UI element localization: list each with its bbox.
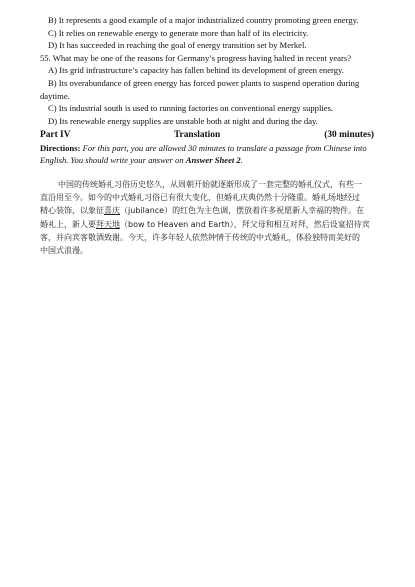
answer-sheet-ref: Answer Sheet 2 bbox=[185, 155, 241, 166]
passage-line bbox=[40, 204, 374, 217]
passage-line: 中国的传统婚礼习俗历史悠久，从周朝开始就逐渐形成了一套完整的婚礼仪式，有些一 bbox=[58, 180, 362, 189]
underlined-term: 喜庆 bbox=[104, 206, 120, 216]
passage-line bbox=[40, 218, 374, 231]
part-label: Part IV bbox=[40, 130, 71, 140]
passage-text: （jubilance）的红色为主色调，摆放着许多祝愿新人幸福的物件。在 bbox=[120, 206, 365, 216]
section-title: Translation bbox=[174, 130, 221, 140]
time-limit: (30 minutes) bbox=[324, 130, 374, 140]
question-line: B) Its overabundance of green energy has forced power plants to suspend operation during bbox=[48, 77, 360, 88]
question-line: D) Its renewable energy supplies are unstable both at night and during the day. bbox=[48, 115, 318, 126]
question-line: B) It represents a good example of a major industrialized country promoting green energy. bbox=[48, 15, 359, 25]
underlined-term: 拜天地 bbox=[96, 219, 120, 229]
question-line: C) It relies on renewable energy to generate more than half of its electricity. bbox=[48, 27, 309, 38]
directions-end: . bbox=[240, 155, 243, 166]
directions-body: For this part, you are allowed 30 minutes to translate a passage from Chinese into English. You should write your answer on bbox=[40, 143, 367, 166]
passage-line: 中国式浪漫。 bbox=[40, 246, 88, 256]
translation-passage bbox=[40, 178, 374, 257]
question-line: 55. What may be one of the reasons for Germany’s progress having halted in recent years? bbox=[40, 52, 352, 63]
directions bbox=[40, 142, 374, 167]
reading-questions bbox=[40, 14, 374, 127]
passage-line: 直沿用至今。如今的中式婚礼习俗已有很大变化，但婚礼庆典仍然十分隆重。婚礼场地经过 bbox=[40, 193, 360, 203]
directions-lead: Directions: bbox=[40, 143, 81, 153]
passage-text: 婚礼上，新人要 bbox=[40, 219, 96, 229]
passage-text: 精心装饰，以象征 bbox=[40, 206, 104, 216]
question-line: D) It has succeeded in reaching the goal of energy transition set by Merkel. bbox=[48, 40, 307, 51]
part-header bbox=[40, 129, 374, 141]
passage-text: （bow to Heaven and Earth），拜父母和相互对拜，然后设宴招待宾 bbox=[120, 219, 370, 229]
passage-line: 客，并向宾客敬酒致谢。今天，许多年轻人依然钟情于传统的中式婚礼，体验独特而美好的 bbox=[40, 232, 360, 242]
question-line: C) Its industrial south is used to running factories on conventional energy supplies. bbox=[48, 103, 334, 114]
question-line: daytime. bbox=[40, 90, 70, 101]
question-line: A) Its grid infrastructure’s capacity has fallen behind its development of green energy. bbox=[48, 65, 344, 76]
